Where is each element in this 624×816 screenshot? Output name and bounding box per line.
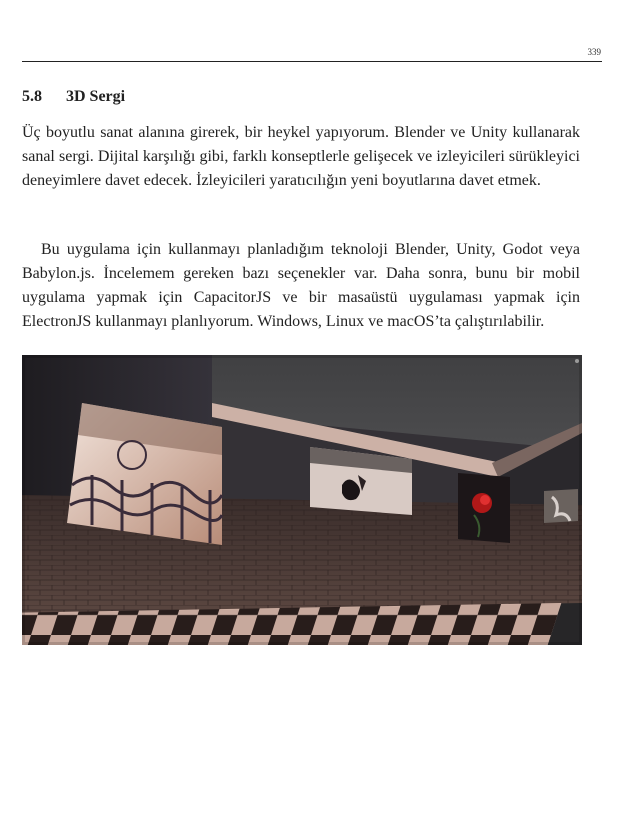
section-heading [22, 88, 125, 106]
paragraph-2: Bu uygulama için kullanmayı planladığım teknoloji Blender, Unity, Godot veya Babylon.js. İncelemem gereken bazı seçenekler var. Daha sonra, bunu bir mobil uygulama yapmak için CapacitorJS ve bir masaüstü uygulaması yapmak için ElectronJS kullanmayı planlıyorum. Windows, Linux ve macOS’ta çalıştırılabilir. [22, 241, 580, 330]
page-number: 339 [587, 47, 601, 57]
paragraph-1: Üç boyutlu sanat alanına girerek, bir heykel yapıyorum. Blender ve Unity kullanarak sanal sergi. Dijital karşılığı gibi, farklı konseptlerle gelişecek ve izleyicileri sürükleyici deneyimlere davet edecek. İzleyicileri yaratıcılığın yeni boyutlarına davet etmek. [22, 124, 580, 189]
section-title: 3D Sergi [66, 88, 126, 105]
section-number: 5.8 [22, 88, 42, 105]
gallery-render-image [22, 355, 582, 645]
header-rule [22, 61, 602, 62]
